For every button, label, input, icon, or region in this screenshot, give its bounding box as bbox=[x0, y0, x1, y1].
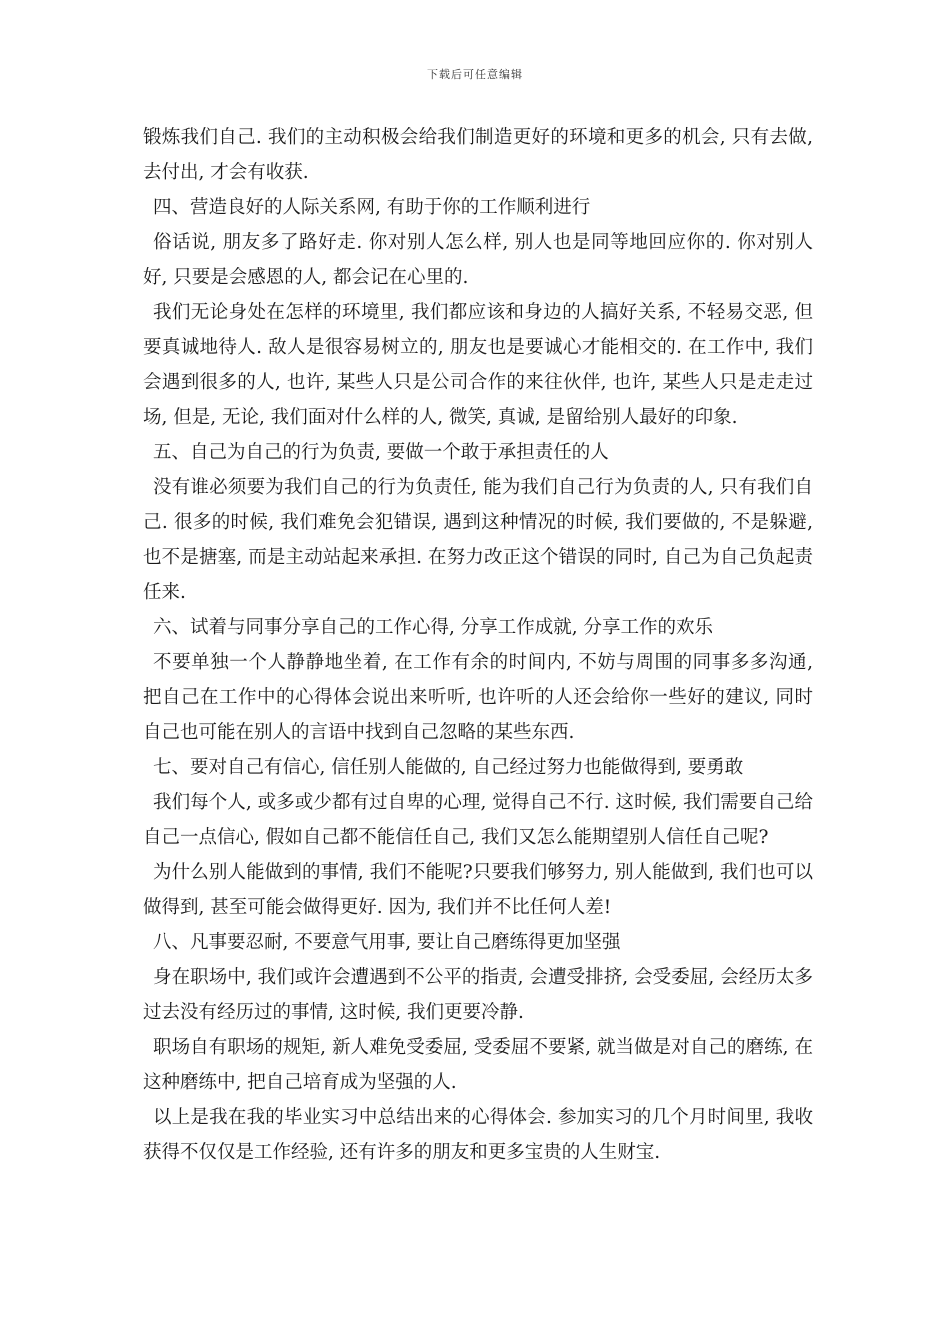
paragraph: 为什么别人能做到的事情, 我们不能呢?只要我们够努力, 别人能做到, 我们也可以做得到, 甚至可能会做得更好. 因为, 我们并不比任何人差! bbox=[143, 862, 813, 918]
paragraph: 没有谁必须要为我们自己的行为负责任, 能为我们自己行为负责的人, 只有我们自己. 很多的时候, 我们难免会犯错误, 遇到这种情况的时候, 我们要做的, 不是躲避, 也不是搪塞, 而是主动站起来承担. 在努力改正这个错误的同时, 自己为自己负起责任来. bbox=[143, 477, 813, 603]
paragraph: 我们无论身处在怎样的环境里, 我们都应该和身边的人搞好关系, 不轻易交恶, 但要真诚地待人. 敌人是很容易树立的, 朋友也是要诚心才能相交的. 在工作中, 我们会遇到很多的人, 也许, 某些人只是公司合作的来往伙伴, 也许, 某些人只是走走过场, 但是, 无论, 我们面对什么样的人, 微笑, 真诚, 是留给别人最好的印象. bbox=[143, 302, 813, 428]
section-heading: 六、试着与同事分享自己的工作心得, 分享工作成就, 分享工作的欢乐 bbox=[153, 617, 714, 638]
page-header: 下载后可任意编辑 bbox=[427, 68, 523, 81]
section-heading: 四、营造良好的人际关系网, 有助于你的工作顺利进行 bbox=[153, 197, 591, 218]
paragraph: 职场自有职场的规矩, 新人难免受委屈, 受委屈不要紧, 就当做是对自己的磨练, 在这种磨练中, 把自己培育成为坚强的人. bbox=[143, 1037, 813, 1093]
paragraph: 俗话说, 朋友多了路好走. 你对别人怎么样, 别人也是同等地回应你的. 你对别人好, 只要是会感恩的人, 都会记在心里的. bbox=[143, 232, 813, 288]
section-heading: 八、凡事要忍耐, 不要意气用事, 要让自己磨练得更加坚强 bbox=[153, 932, 621, 953]
document-body bbox=[143, 120, 813, 1170]
section-heading: 五、自己为自己的行为负责, 要做一个敢于承担责任的人 bbox=[153, 442, 609, 463]
paragraph: 身在职场中, 我们或许会遭遇到不公平的指责, 会遭受排挤, 会受委屈, 会经历太多过去没有经历过的事情, 这时候, 我们更要冷静. bbox=[143, 967, 813, 1023]
paragraph: 以上是我在我的毕业实习中总结出来的心得体会. 参加实习的几个月时间里, 我收获得不仅仅是工作经验, 还有许多的朋友和更多宝贵的人生财宝. bbox=[143, 1107, 813, 1163]
paragraph: 我们每个人, 或多或少都有过自卑的心理, 觉得自己不行. 这时候, 我们需要自己给自己一点信心, 假如自己都不能信任自己, 我们又怎么能期望别人信任自己呢? bbox=[143, 792, 813, 848]
paragraph: 锻炼我们自己. 我们的主动积极会给我们制造更好的环境和更多的机会, 只有去做, 去付出, 才会有收获. bbox=[143, 127, 813, 183]
paragraph: 不要单独一个人静静地坐着, 在工作有余的时间内, 不妨与周围的同事多多沟通, 把自己在工作中的心得体会说出来听听, 也许听的人还会给你一些好的建议, 同时自己也可能在别人的言语中找到自己忽略的某些东西. bbox=[143, 652, 813, 743]
section-heading: 七、要对自己有信心, 信任别人能做的, 自己经过努力也能做得到, 要勇敢 bbox=[153, 757, 744, 778]
